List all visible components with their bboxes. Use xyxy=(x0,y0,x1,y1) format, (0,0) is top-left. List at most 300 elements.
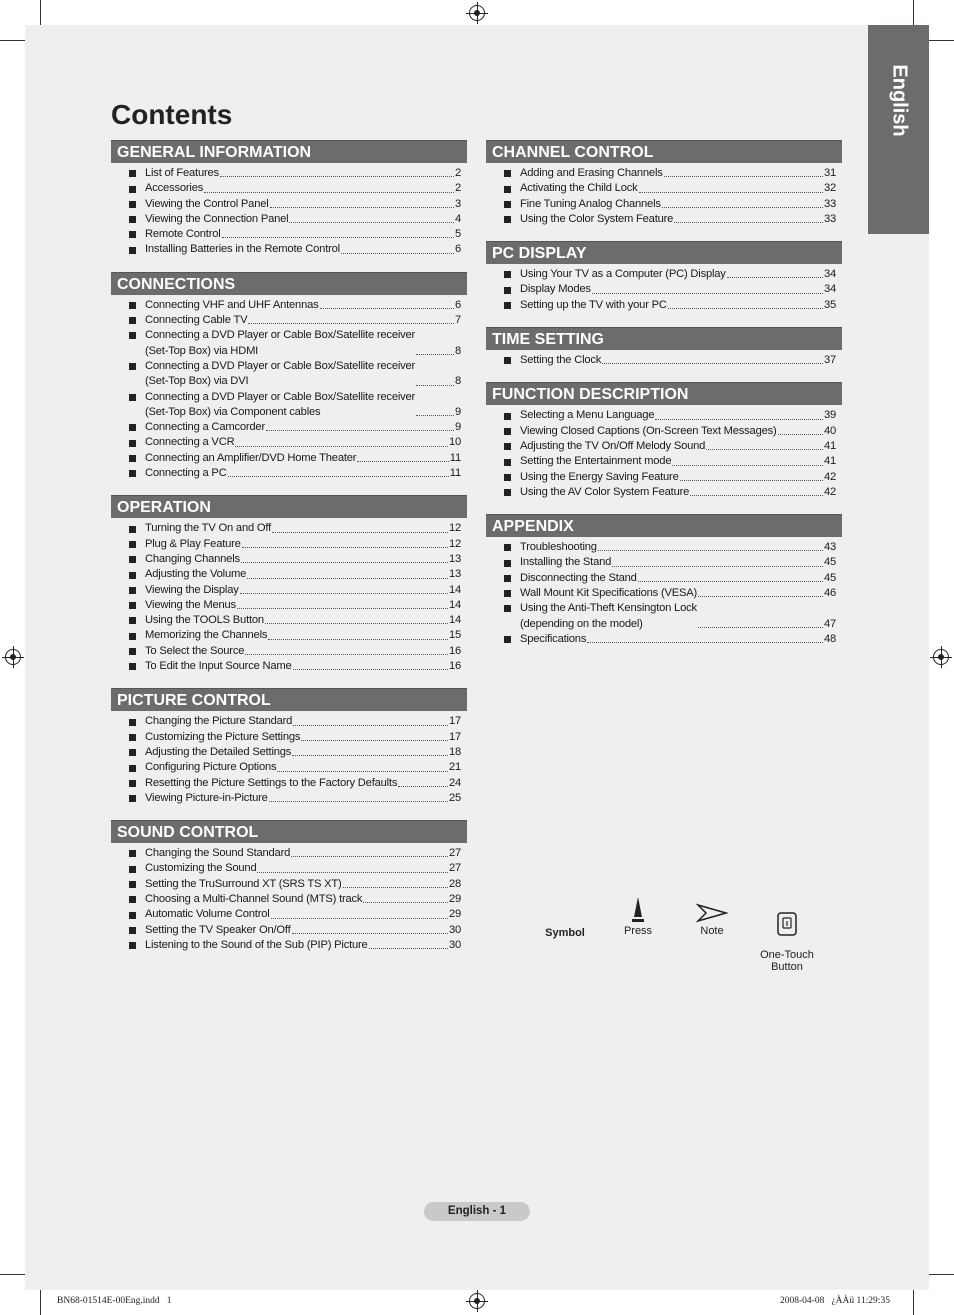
language-tab xyxy=(868,25,929,234)
crop-mark xyxy=(913,1290,914,1315)
one-touch-button-icon xyxy=(752,907,822,937)
toc-entry-title: To Edit the Input Source Name xyxy=(145,660,292,673)
bullet-square-icon xyxy=(504,575,511,582)
dot-leader xyxy=(266,430,454,431)
toc-page-number: 16 xyxy=(448,644,461,657)
toc-entry[interactable] xyxy=(129,197,461,212)
toc-entry[interactable] xyxy=(129,583,461,598)
bullet-square-icon xyxy=(129,394,136,401)
toc-entry[interactable] xyxy=(129,227,461,242)
toc-entry[interactable] xyxy=(504,166,836,181)
dot-leader xyxy=(268,639,448,640)
dot-leader xyxy=(674,222,823,223)
toc-entry-title: Remote Control xyxy=(145,228,221,241)
toc-page-number: 31 xyxy=(823,167,836,179)
toc-entry-title: Connecting a VCR xyxy=(145,436,235,449)
bullet-square-icon xyxy=(129,363,136,370)
bullet-square-icon xyxy=(504,428,511,435)
toc-page-number: 17 xyxy=(448,730,461,743)
bullet-square-icon xyxy=(129,896,136,903)
bullet-square-icon xyxy=(504,590,511,597)
bullet-square-icon xyxy=(129,912,136,919)
registration-mark-icon xyxy=(933,649,949,665)
registration-mark-icon xyxy=(469,1293,485,1309)
toc-page-number: 8 xyxy=(454,375,461,388)
bullet-square-icon xyxy=(129,734,136,741)
toc-page-number: 13 xyxy=(448,568,461,581)
toc-page-number: 2 xyxy=(454,182,461,195)
toc-entry-title: Selecting a Menu Language xyxy=(520,409,655,422)
bullet-square-icon xyxy=(129,332,136,339)
toc-page-number: 30 xyxy=(448,938,461,951)
toc-entry[interactable] xyxy=(129,907,461,922)
toc-entry-title: Accessories xyxy=(145,182,204,195)
toc-page-number: 30 xyxy=(448,923,461,936)
toc-entry-title: Customizing the Sound xyxy=(145,862,257,875)
toc-entry[interactable] xyxy=(504,586,836,601)
toc-entry-title: Memorizing the Channels xyxy=(145,629,268,642)
dot-leader xyxy=(369,948,448,949)
toc-section xyxy=(486,514,842,649)
bullet-square-icon xyxy=(129,170,136,177)
dot-leader xyxy=(698,596,823,597)
toc-entry-title: Connecting an Amplifier/DVD Home Theater xyxy=(145,451,357,464)
toc-entry[interactable] xyxy=(504,353,836,368)
toc-entry[interactable] xyxy=(129,730,461,745)
toc-page-number: 39 xyxy=(823,409,836,422)
toc-page-number: 2 xyxy=(454,167,461,179)
dot-leader xyxy=(416,415,454,416)
section-heading: PC DISPLAY xyxy=(486,241,842,264)
toc-entry-list xyxy=(486,405,842,502)
toc-page-number: 6 xyxy=(454,243,461,256)
toc-page-number: 6 xyxy=(454,298,461,311)
toc-entry-list xyxy=(486,264,842,315)
dot-leader xyxy=(247,578,448,579)
toc-entry-title: Resetting the Picture Settings to the Factory Defaults xyxy=(145,776,398,789)
toc-entry-list xyxy=(486,350,842,370)
registration-mark-icon xyxy=(5,649,21,665)
dot-leader xyxy=(690,495,823,496)
dot-leader xyxy=(655,419,823,420)
toc-page-number: 15 xyxy=(448,629,461,642)
toc-page-number: 28 xyxy=(448,877,461,890)
toc-section xyxy=(111,495,467,676)
dot-leader xyxy=(357,461,448,462)
dot-leader xyxy=(272,532,448,533)
registration-mark-icon xyxy=(469,5,485,21)
dot-leader xyxy=(341,253,454,254)
toc-page-number: 27 xyxy=(448,847,461,860)
bullet-square-icon xyxy=(129,881,136,888)
dot-leader xyxy=(241,562,448,563)
toc-entry[interactable] xyxy=(504,197,836,212)
toc-entry-title: Listening to the Sound of the Sub (PIP) Picture xyxy=(145,938,368,951)
toc-entry[interactable] xyxy=(504,470,836,485)
dot-leader xyxy=(706,449,823,450)
bullet-square-icon xyxy=(129,795,136,802)
toc-entry[interactable] xyxy=(129,537,461,552)
toc-right-column xyxy=(486,140,842,661)
bullet-square-icon xyxy=(504,186,511,193)
symbol-legend xyxy=(530,895,830,973)
toc-page-number: 12 xyxy=(448,537,461,550)
toc-entry-title: Configuring Picture Options xyxy=(145,761,277,774)
toc-entry-title: Disconnecting the Stand xyxy=(520,571,637,584)
bullet-square-icon xyxy=(129,302,136,309)
symbol-legend-label: Symbol xyxy=(545,927,585,939)
toc-entry[interactable] xyxy=(129,923,461,938)
dot-leader xyxy=(220,176,454,177)
crop-mark xyxy=(40,0,41,25)
language-tab-label: English xyxy=(888,64,910,137)
dot-leader xyxy=(363,902,448,903)
toc-entry-title: Connecting a DVD Player or Cable Box/Satellite receiver (Set-Top Box) via HDMI xyxy=(145,329,416,357)
toc-page-number: 42 xyxy=(823,470,836,483)
toc-entry[interactable] xyxy=(129,567,461,582)
one-touch-label: One-Touch Button xyxy=(760,949,814,973)
dot-leader xyxy=(292,755,448,756)
toc-entry[interactable] xyxy=(129,390,461,421)
toc-page-number: 7 xyxy=(454,314,461,327)
toc-entry-title: Setting the Entertainment mode xyxy=(520,455,672,468)
dot-leader xyxy=(698,627,823,628)
toc-entry[interactable] xyxy=(129,181,461,196)
toc-entry[interactable] xyxy=(129,892,461,907)
toc-entry[interactable] xyxy=(129,212,461,227)
toc-page-number: 33 xyxy=(823,197,836,210)
toc-entry[interactable] xyxy=(129,552,461,567)
toc-entry[interactable] xyxy=(504,632,836,647)
toc-page-number: 37 xyxy=(823,354,836,367)
bullet-square-icon xyxy=(129,186,136,193)
toc-entry-title: Viewing the Connection Panel xyxy=(145,212,289,225)
toc-entry-title: Changing the Picture Standard xyxy=(145,715,293,728)
dot-leader xyxy=(668,308,823,309)
bullet-square-icon xyxy=(129,455,136,462)
toc-entry-title: Setting the TruSurround XT (SRS TS XT) xyxy=(145,877,342,890)
section-heading: APPENDIX xyxy=(486,514,842,537)
toc-entry-title: Troubleshooting xyxy=(520,541,597,554)
bullet-square-icon xyxy=(129,541,136,548)
bullet-square-icon xyxy=(504,443,511,450)
crop-mark xyxy=(913,0,914,25)
toc-entry-title: Viewing the Control Panel xyxy=(145,197,269,210)
dot-leader xyxy=(639,192,823,193)
dot-leader xyxy=(612,566,823,567)
bullet-square-icon xyxy=(129,440,136,447)
toc-entry-title: Connecting a DVD Player or Cable Box/Satellite receiver (Set-Top Box) via DVI xyxy=(145,359,416,388)
dot-leader xyxy=(269,801,448,802)
bullet-square-icon xyxy=(504,474,511,481)
toc-entry-title: Viewing Closed Captions (On-Screen Text Messages) xyxy=(520,424,777,437)
dot-leader xyxy=(672,465,823,466)
dot-leader xyxy=(664,176,823,177)
dot-leader xyxy=(228,476,449,477)
dot-leader xyxy=(242,547,448,548)
toc-entry[interactable] xyxy=(504,181,836,196)
toc-page-number: 34 xyxy=(823,268,836,281)
bullet-square-icon xyxy=(129,850,136,857)
bullet-square-icon xyxy=(129,216,136,223)
toc-entry-title: Wall Mount Kit Specifications (VESA) xyxy=(520,587,698,600)
toc-entry[interactable] xyxy=(129,166,461,181)
section-heading: CHANNEL CONTROL xyxy=(486,140,842,163)
crop-mark xyxy=(929,1274,954,1275)
dot-leader xyxy=(204,192,454,193)
dot-leader xyxy=(602,363,823,364)
dot-leader xyxy=(320,308,454,309)
bullet-square-icon xyxy=(504,544,511,551)
toc-entry-title: Changing Channels xyxy=(145,552,240,565)
toc-entry[interactable] xyxy=(129,242,461,257)
bullet-square-icon xyxy=(504,357,511,364)
toc-entry[interactable] xyxy=(129,359,461,390)
toc-page-number: 29 xyxy=(448,892,461,905)
note-icon xyxy=(682,895,742,925)
dot-leader xyxy=(265,623,448,624)
dot-leader xyxy=(293,669,448,670)
bullet-square-icon xyxy=(504,560,511,567)
bullet-square-icon xyxy=(129,587,136,594)
bullet-square-icon xyxy=(504,636,511,643)
page-number-badge: English - 1 xyxy=(424,1202,530,1221)
toc-entry[interactable] xyxy=(504,212,836,227)
crop-mark xyxy=(0,1274,25,1275)
dot-leader xyxy=(271,918,448,919)
toc-entry[interactable] xyxy=(129,328,461,359)
dot-leader xyxy=(662,207,823,208)
toc-page-number: 46 xyxy=(823,587,836,600)
toc-page-number: 13 xyxy=(448,552,461,565)
toc-entry-title: Activating the Child Lock xyxy=(520,182,638,195)
toc-entry-title: Plug & Play Feature xyxy=(145,537,241,550)
toc-entry[interactable] xyxy=(129,938,461,953)
dot-leader xyxy=(240,593,448,594)
toc-page-number: 29 xyxy=(448,908,461,921)
toc-entry[interactable] xyxy=(129,598,461,613)
bullet-square-icon xyxy=(129,719,136,726)
toc-entry[interactable] xyxy=(504,601,836,632)
dot-leader xyxy=(292,933,448,934)
toc-page-number: 24 xyxy=(448,776,461,789)
toc-entry[interactable] xyxy=(504,439,836,454)
toc-entry-title: Installing Batteries in the Remote Control xyxy=(145,243,340,256)
note-label: Note xyxy=(700,925,724,937)
toc-entry[interactable] xyxy=(129,451,461,466)
dot-leader xyxy=(235,446,447,447)
toc-entry-title: Installing the Stand xyxy=(520,556,612,569)
toc-entry[interactable] xyxy=(504,540,836,555)
toc-entry-title: Viewing the Display xyxy=(145,583,239,596)
toc-page-number: 48 xyxy=(823,632,836,645)
section-heading: PICTURE CONTROL xyxy=(111,688,467,711)
toc-entry[interactable] xyxy=(504,408,836,423)
toc-page-number: 21 xyxy=(448,761,461,774)
toc-entry-title: Automatic Volume Control xyxy=(145,908,270,921)
toc-entry[interactable] xyxy=(504,485,836,500)
toc-page-number: 41 xyxy=(823,439,836,452)
bullet-square-icon xyxy=(129,663,136,670)
toc-page-number: 5 xyxy=(454,228,461,241)
toc-entry[interactable] xyxy=(504,267,836,282)
crop-mark xyxy=(0,40,25,41)
section-heading: GENERAL INFORMATION xyxy=(111,140,467,163)
section-heading: SOUND CONTROL xyxy=(111,820,467,843)
dot-leader xyxy=(587,642,823,643)
toc-entry-title: Using the Energy Saving Feature xyxy=(520,470,679,483)
toc-entry[interactable] xyxy=(129,466,461,481)
symbol-note xyxy=(682,895,742,937)
dot-leader xyxy=(293,725,448,726)
toc-entry[interactable] xyxy=(504,571,836,586)
symbol-one-touch xyxy=(752,895,822,985)
bullet-square-icon xyxy=(129,556,136,563)
toc-entry-title: Setting the TV Speaker On/Off xyxy=(145,923,291,936)
toc-entry-title: Adjusting the Detailed Settings xyxy=(145,745,292,758)
dot-leader xyxy=(277,771,448,772)
toc-section xyxy=(111,272,467,484)
toc-page-number: 18 xyxy=(448,745,461,758)
toc-entry[interactable] xyxy=(129,714,461,729)
toc-left-column xyxy=(111,140,467,967)
bullet-square-icon xyxy=(504,605,511,612)
toc-entry[interactable] xyxy=(129,791,461,806)
toc-entry[interactable] xyxy=(129,521,461,536)
toc-entry-list xyxy=(111,295,467,484)
toc-entry-title: Display Modes xyxy=(520,283,591,296)
toc-entry[interactable] xyxy=(504,424,836,439)
toc-page-number: 34 xyxy=(823,283,836,296)
toc-entry-title: Connecting a DVD Player or Cable Box/Satellite receiver (Set-Top Box) via Component cables xyxy=(145,390,416,418)
bullet-square-icon xyxy=(504,271,511,278)
toc-entry[interactable] xyxy=(504,555,836,570)
toc-entry[interactable] xyxy=(129,745,461,760)
toc-entry-title: To Select the Source xyxy=(145,644,245,657)
toc-page-number: 3 xyxy=(454,197,461,210)
toc-page-number: 45 xyxy=(823,556,836,569)
toc-entry-title: Connecting Cable TV xyxy=(145,314,248,327)
toc-page-number: 14 xyxy=(448,614,461,627)
toc-entry[interactable] xyxy=(129,659,461,674)
dot-leader xyxy=(778,434,823,435)
toc-entry[interactable] xyxy=(504,454,836,469)
toc-entry-title: Using the Color System Feature xyxy=(520,212,674,225)
toc-entry[interactable] xyxy=(129,644,461,659)
toc-page-number: 9 xyxy=(454,405,461,418)
toc-section xyxy=(486,382,842,502)
toc-page-number: 10 xyxy=(448,436,461,449)
bullet-square-icon xyxy=(504,459,511,466)
page-title: Contents xyxy=(111,99,233,130)
bullet-square-icon xyxy=(129,572,136,579)
crop-mark xyxy=(929,40,954,41)
toc-page-number: 14 xyxy=(448,583,461,596)
toc-entry-list xyxy=(486,537,842,649)
toc-page-number: 33 xyxy=(823,212,836,225)
toc-entry-title: Fine Tuning Analog Channels xyxy=(520,197,661,210)
toc-entry[interactable] xyxy=(504,282,836,297)
toc-entry[interactable] xyxy=(129,760,461,775)
toc-entry[interactable] xyxy=(129,298,461,313)
toc-entry-list xyxy=(111,518,467,676)
dot-leader xyxy=(257,872,447,873)
toc-section xyxy=(111,688,467,808)
crop-mark xyxy=(40,1290,41,1315)
toc-entry[interactable] xyxy=(129,435,461,450)
toc-page-number: 12 xyxy=(448,522,461,535)
section-heading: FUNCTION DESCRIPTION xyxy=(486,382,842,405)
toc-entry[interactable] xyxy=(129,776,461,791)
toc-entry[interactable] xyxy=(129,861,461,876)
toc-entry[interactable] xyxy=(129,613,461,628)
bullet-square-icon xyxy=(129,749,136,756)
bullet-square-icon xyxy=(129,927,136,934)
dot-leader xyxy=(289,222,454,223)
toc-entry[interactable] xyxy=(129,420,461,435)
toc-page-number: 4 xyxy=(454,212,461,225)
toc-entry[interactable] xyxy=(129,846,461,861)
toc-entry-title: Adding and Erasing Channels xyxy=(520,167,663,179)
toc-page-number: 40 xyxy=(823,424,836,437)
toc-entry-title: Connecting VHF and UHF Antennas xyxy=(145,298,319,311)
bullet-square-icon xyxy=(129,317,136,324)
bullet-square-icon xyxy=(504,287,511,294)
toc-entry-title: Using Your TV as a Computer (PC) Display xyxy=(520,268,726,281)
toc-entry[interactable] xyxy=(129,628,461,643)
dot-leader xyxy=(245,654,448,655)
toc-page-number: 9 xyxy=(454,421,461,434)
toc-page-number: 14 xyxy=(448,598,461,611)
bullet-square-icon xyxy=(129,602,136,609)
press-label: Press xyxy=(623,925,653,937)
bullet-square-icon xyxy=(504,201,511,208)
toc-entry-list xyxy=(111,711,467,808)
bullet-square-icon xyxy=(129,765,136,772)
dot-leader xyxy=(222,237,454,238)
toc-entry[interactable] xyxy=(504,298,836,313)
dot-leader xyxy=(301,740,448,741)
toc-page-number: 11 xyxy=(449,451,461,464)
toc-entry-list xyxy=(486,163,842,229)
toc-entry-title: Connecting a PC xyxy=(145,467,227,480)
toc-entry-list xyxy=(111,163,467,260)
toc-entry-title: Turning the TV On and Off xyxy=(145,522,272,535)
toc-page-number: 25 xyxy=(448,791,461,804)
bullet-square-icon xyxy=(129,247,136,254)
bullet-square-icon xyxy=(504,216,511,223)
toc-page-number: 41 xyxy=(823,455,836,468)
toc-section xyxy=(486,327,842,370)
toc-entry-title: Setting the Clock xyxy=(520,354,602,367)
dot-leader xyxy=(592,293,823,294)
toc-entry-title: Connecting a Camcorder xyxy=(145,421,265,434)
file-slug: BN68-01514E-00Eng.indd 1 xyxy=(57,1296,172,1306)
toc-entry-title: List of Features xyxy=(145,167,219,179)
toc-entry-title: Adjusting the Volume xyxy=(145,568,247,581)
toc-entry[interactable] xyxy=(129,313,461,328)
toc-page-number: 42 xyxy=(823,485,836,498)
toc-entry-title: Viewing Picture-in-Picture xyxy=(145,791,268,804)
dot-leader xyxy=(398,786,448,787)
toc-entry-title: Changing the Sound Standard xyxy=(145,847,291,860)
print-timestamp: 2008-04-08 ¿ÀÀü 11:29:35 xyxy=(780,1296,890,1306)
toc-page-number: 27 xyxy=(448,862,461,875)
toc-entry[interactable] xyxy=(129,877,461,892)
bullet-square-icon xyxy=(504,170,511,177)
bullet-square-icon xyxy=(129,617,136,624)
section-heading: OPERATION xyxy=(111,495,467,518)
